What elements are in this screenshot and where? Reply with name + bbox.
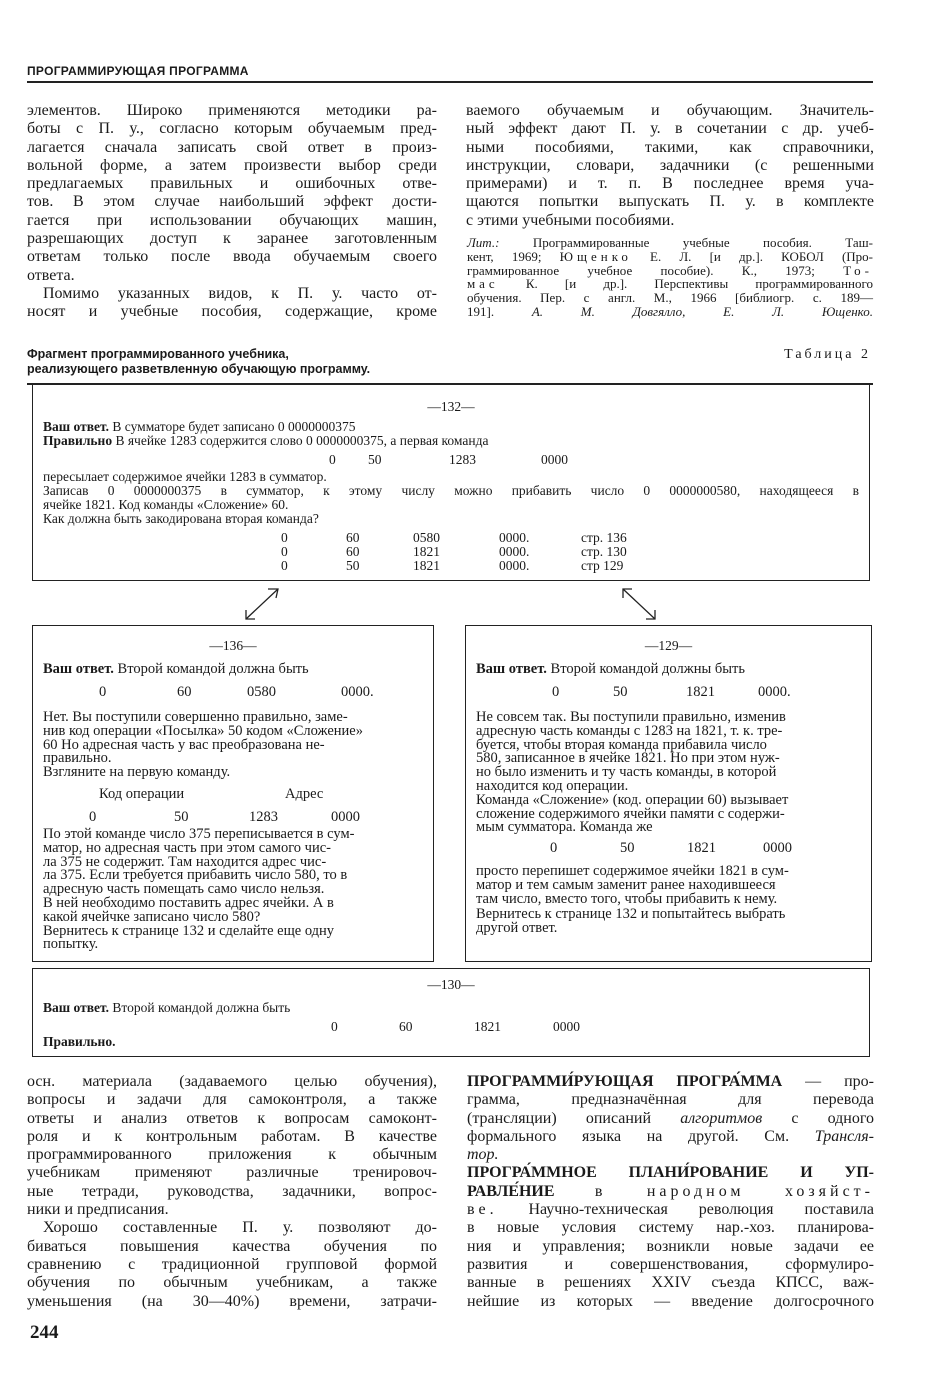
text-line: биваться повышения качества обучения по <box>27 1237 437 1255</box>
text-segment: развития и совершенствования, сформулиро- <box>467 1255 874 1273</box>
text-line: адресную часть команды с 1283 на 1821, т. к. тре- <box>476 722 783 739</box>
text-line: нив код операции «Посылка» 50 кодом «Сложение» <box>43 722 363 739</box>
command-cell: 1821 <box>686 684 715 700</box>
option-cell: 0580 <box>413 530 440 545</box>
text-line: какой ячейчке записано число 580? <box>43 908 261 925</box>
text-line: инструкции, словари, задачники (с решенными <box>466 156 874 174</box>
text-line <box>467 1293 874 1311</box>
answer-label: Ваш ответ. <box>476 661 547 677</box>
running-head: ПРОГРАММИРУЮЩАЯ ПРОГРАММА <box>27 64 249 78</box>
command-cell: 50 <box>368 452 382 467</box>
option-cell: 1821 <box>413 558 440 573</box>
text-segment: А. М. Довгялло, Е. Л. Ющенко. <box>531 303 873 319</box>
command-cell: 1283 <box>249 809 278 825</box>
text-line: осн. материала (задаваемого целью обучения), <box>27 1073 437 1090</box>
command-cell: 0580 <box>247 684 276 700</box>
text-line: Нет. Вы поступили совершенно правильно, заме- <box>43 709 348 725</box>
text-line: Вернитесь к странице 132 и сделайте еще одну <box>43 922 335 939</box>
text-line: гается при использовании обучающих машин, <box>27 211 437 229</box>
option-cell: 0 <box>281 530 288 545</box>
verdict: Правильно. <box>43 1034 116 1049</box>
option-cell: 50 <box>346 558 360 573</box>
text-line: В ней необходимо поставить адрес ячейки. А в <box>43 895 334 911</box>
text-segment: ния и управления; возникли новые задачи ее <box>467 1237 874 1255</box>
text-segment: мас <box>467 276 499 292</box>
text-line: буется, чтобы вторая команда прибавила число <box>476 736 767 753</box>
text-line: Записав 0 0000000375 в сумматор, к этому числу можно прибавить число 0 0000000580, находящееся в <box>43 483 859 498</box>
text-line: находится код операции. <box>476 778 629 794</box>
answer-label: Ваш ответ. <box>43 1000 110 1015</box>
text-line: адресную часть помещать само число нельзя. <box>43 881 325 898</box>
text-line: мым сумматора. Команда же <box>476 819 653 836</box>
text-line: программированного приложения к обычным <box>27 1146 437 1164</box>
text-segment: обучения. Пер. с англ. М., 1966 [библиогр. с. 189— <box>467 290 873 306</box>
text-segment: тор. <box>467 1146 499 1164</box>
command-cell: 50 <box>613 684 628 700</box>
text-line: Помимо указанных видов, к П. у. часто от- <box>43 284 437 302</box>
answer-line <box>43 1001 859 1015</box>
text-line <box>467 1110 874 1128</box>
text-segment: Ющенко <box>559 248 632 264</box>
text-line: матор, но адресная часть при этом самого чис- <box>43 839 331 856</box>
answer-label: Ваш ответ. <box>43 419 110 434</box>
text-segment: формального языка на другой. См. <box>467 1127 815 1145</box>
answer-line <box>43 662 423 676</box>
option-cell: 60 <box>346 544 360 559</box>
frame-132 <box>32 384 870 581</box>
text-line: ответам только после ввода обучаемым своего <box>27 248 437 266</box>
text-line: Команда «Сложение» (код. операции 60) вызывает <box>476 791 789 808</box>
table-caption <box>27 347 370 377</box>
text-line: Хорошо составленные П. у. позволяют до- <box>43 1219 437 1237</box>
answer-text: Второй командой должны быть <box>546 661 745 677</box>
text-segment: в новые условия систему нар.-хоз. планирова- <box>467 1219 874 1237</box>
page-number: 244 <box>30 1322 59 1343</box>
literature-references <box>467 236 873 319</box>
bottom-left-column <box>27 1073 437 1311</box>
text-line: элементов. Широко применяются методики ра- <box>27 102 437 119</box>
text-segment: ве. <box>467 1201 498 1219</box>
frame-129 <box>465 625 872 962</box>
text-line: лагается сначала записать свой ответ в произ- <box>27 138 437 156</box>
text-segment: алгоритмов <box>680 1109 763 1127</box>
caption-line-2: реализующего разветвленную обучающую программу. <box>27 362 371 376</box>
bottom-right-column <box>467 1073 874 1311</box>
command-cell: 0 <box>331 1019 338 1034</box>
frame-title: —130— <box>427 977 475 992</box>
command-cell: 0 <box>552 684 560 700</box>
text-line: правильно. <box>43 750 112 767</box>
reference-line <box>467 264 873 278</box>
text-line <box>467 1128 874 1146</box>
command-cell: 1821 <box>474 1019 501 1034</box>
correct-line <box>43 434 859 448</box>
command-cell: 50 <box>174 809 189 825</box>
text-line: щаются попытки выпускать П. у. в комплекте <box>466 193 874 211</box>
text-line: ваемого обучаемым и обучающим. Значитель- <box>466 102 874 119</box>
command-cell: 60 <box>177 684 192 700</box>
reference-line <box>467 305 873 319</box>
text-line: просто перепишет содержимое ячейки 1821 в сум- <box>476 863 789 879</box>
answer-text: Второй командой должна быть <box>113 661 309 677</box>
text-segment: кент, 1969; <box>467 248 560 264</box>
answer-text: В сумматоре будет записано 0 0000000375 <box>109 419 356 434</box>
reference-line <box>467 250 873 264</box>
address-header: Адрес <box>285 786 324 802</box>
text-line: ячейке 1821. Код команды «Сложение» 60. <box>43 497 289 512</box>
text-segment: К. [и др.]. Перспективы программированного <box>498 276 873 292</box>
command-cell: 60 <box>399 1019 413 1034</box>
frame-title: —132— <box>427 399 475 414</box>
top-right-column <box>466 102 874 230</box>
text-line: предлагаемых правильных и ошибочных отве- <box>27 175 437 193</box>
text-line <box>467 1256 874 1274</box>
text-line <box>467 1183 874 1201</box>
text-line: тов. В этом случае наибольший эффект дости- <box>27 193 437 211</box>
text-line: там число, вместо того, чтобы прибавить к нему. <box>476 891 778 908</box>
reference-line <box>467 236 873 250</box>
text-line: ный эффект дают П. у. в сочетании с др. учеб- <box>466 120 874 138</box>
command-cell: 1283 <box>449 452 476 467</box>
command-cell: 0000 <box>763 840 792 856</box>
text-line: носят и учебные пособия, содержащие, кроме <box>27 303 437 321</box>
text-line: ные тетради, руководства, задачники, вопрос- <box>27 1182 437 1200</box>
header-rule <box>27 81 873 83</box>
text-segment: граммированное учебное пособие). К., 1973; <box>467 262 844 278</box>
text-segment: Научно-техническая революция поставила <box>497 1201 874 1219</box>
command-cell: 0000. <box>341 684 374 700</box>
option-cell: 60 <box>346 530 360 545</box>
option-cell: 0000. <box>499 530 530 545</box>
text-line: уменьшения (на 30—40%) времени, затрачи- <box>27 1292 437 1310</box>
text-line: ла 375 не содержит. Там находится адрес чис- <box>43 853 327 870</box>
text-segment: с одного <box>762 1109 874 1127</box>
command-cell: 1821 <box>687 840 716 856</box>
text-line: 60 Но адресная часть у вас преобразована не- <box>43 736 325 753</box>
text-segment: Программированные учебные пособия. Таш- <box>532 235 873 250</box>
reference-line <box>467 291 873 305</box>
arrow-to-136-icon <box>240 585 290 625</box>
text-line <box>467 1073 874 1091</box>
arrow-to-129-icon <box>615 585 665 625</box>
text-line: учебникам применяют различные тренировоч- <box>27 1164 437 1182</box>
text-line: разрешающих доступ к заранее заготовленным <box>27 230 437 248</box>
correct-label: Правильно <box>43 433 113 448</box>
correct-text: В ячейке 1283 содержится слово 0 0000000375, а первая команда <box>112 433 489 448</box>
command-cell: 0 <box>550 840 558 856</box>
option-cell: стр. 130 <box>581 544 627 559</box>
command-cell: 0000 <box>553 1019 580 1034</box>
text-line <box>467 1238 874 1256</box>
command-cell: 50 <box>620 840 635 856</box>
text-line: но было изменить и ту часть команды, в которой <box>476 764 777 781</box>
text-line: вольной форме, а затем произвести выбор среди <box>27 156 437 174</box>
text-segment: ПРОГРА́ММНОЕ ПЛАНИ́РОВАНИЕ И УП- <box>467 1164 874 1182</box>
text-line: 580, записанное в ячейке 1821. Но при этом нуж- <box>476 750 780 767</box>
frame-136 <box>32 625 434 962</box>
text-segment: Е. Л. [и др.]. КОБОЛ (Про- <box>631 248 873 264</box>
command-cell: 0 <box>329 452 336 467</box>
text-line: пересылает содержимое ячейки 1283 в сумматор. <box>43 469 327 484</box>
text-line: другой ответ. <box>476 919 558 936</box>
text-line <box>467 1146 874 1164</box>
text-line: ответы и анализ ответов к вопросам самоконт- <box>27 1109 437 1127</box>
text-segment: РАВЛЕ́НИЕ <box>467 1182 555 1200</box>
text-line: с этими учебными пособиями. <box>466 211 675 229</box>
frame-title: —136— <box>209 638 257 653</box>
reference-line <box>467 277 873 291</box>
answer-line <box>476 662 861 676</box>
option-cell: 0000. <box>499 558 530 573</box>
text-line: сложение содержимого ячейки памяти с содержи- <box>476 805 785 822</box>
text-line: Вернитесь к странице 132 и попытайтесь выбрать <box>476 905 786 922</box>
text-line: ла 375. Если требуется прибавить число 580, то в <box>43 867 348 884</box>
text-line: Взгляните на первую команду. <box>43 764 231 781</box>
text-segment: — про- <box>782 1073 875 1090</box>
text-line: ники и предписания. <box>27 1201 169 1219</box>
answer-text: Второй командой должна быть <box>109 1000 291 1015</box>
command-cell: 0000. <box>758 684 791 700</box>
text-line <box>467 1164 874 1182</box>
text-line: боты с П. у., согласно которым обучаемым пред- <box>27 120 437 138</box>
text-segment: 191]. <box>467 303 532 319</box>
frame-130 <box>32 968 870 1057</box>
option-cell: стр. 136 <box>581 530 627 545</box>
text-line <box>467 1201 874 1219</box>
text-line: роля и к контрольным работам. В качестве <box>27 1127 437 1145</box>
top-left-column <box>27 102 437 322</box>
text-line: Не совсем так. Вы поступили правильно, изменив <box>476 709 786 725</box>
text-segment: Трансля- <box>814 1127 874 1145</box>
option-cell: стр 129 <box>581 558 624 573</box>
text-line: попытку. <box>43 936 99 953</box>
caption-line-1: Фрагмент программированного учебника, <box>27 347 289 361</box>
text-segment: То- <box>843 262 873 278</box>
answer-line <box>43 420 859 434</box>
text-segment: грамма, предназначённая для перевода <box>467 1091 874 1109</box>
table-number: Таблица 2 <box>784 347 871 362</box>
text-line: сравнению с традиционной групповой формой <box>27 1255 437 1273</box>
text-segment: ПРОГРАММИ́РУЮЩАЯ ПРОГРА́ММА <box>467 1073 783 1090</box>
option-cell: 1821 <box>413 544 440 559</box>
opcode-header: Код операции <box>99 786 185 802</box>
command-cell: 0 <box>99 684 107 700</box>
text-line: ными пособиями, такими, как справочники, <box>466 138 874 156</box>
text-line: вопросы и задачи для самоконтроля, а также <box>27 1091 437 1109</box>
option-cell: 0 <box>281 558 288 573</box>
text-line <box>467 1219 874 1237</box>
answer-label: Ваш ответ. <box>43 661 114 677</box>
text-line: ответа. <box>27 266 75 284</box>
text-line: По этой команде число 375 переписывается в сум- <box>43 826 355 842</box>
question-line: Как должна быть закодирована вторая команда? <box>43 511 319 526</box>
text-line: примерами) и т. п. В последнее время уча- <box>466 175 874 193</box>
text-line: обучения по обычным учебникам, а также <box>27 1274 437 1292</box>
frame-title: —129— <box>644 638 693 653</box>
text-segment: в народном хозяйст- <box>554 1182 874 1200</box>
command-cell: 0 <box>89 809 97 825</box>
option-cell: 0 <box>281 544 288 559</box>
text-line <box>467 1091 874 1109</box>
text-segment: (трансляции) описаний <box>467 1109 681 1127</box>
text-segment: Лит.: <box>467 235 533 250</box>
text-segment: нейшие из которых — введение долгосрочного <box>467 1292 874 1310</box>
text-line <box>467 1274 874 1292</box>
text-segment: ванные в решениях XXIV съезда КПСС, важ- <box>467 1274 874 1292</box>
option-cell: 0000. <box>499 544 530 559</box>
command-cell: 0000 <box>331 809 360 825</box>
text-line: матор и тем самым заменит ранее находившееся <box>476 877 776 894</box>
command-cell: 0000 <box>541 452 568 467</box>
